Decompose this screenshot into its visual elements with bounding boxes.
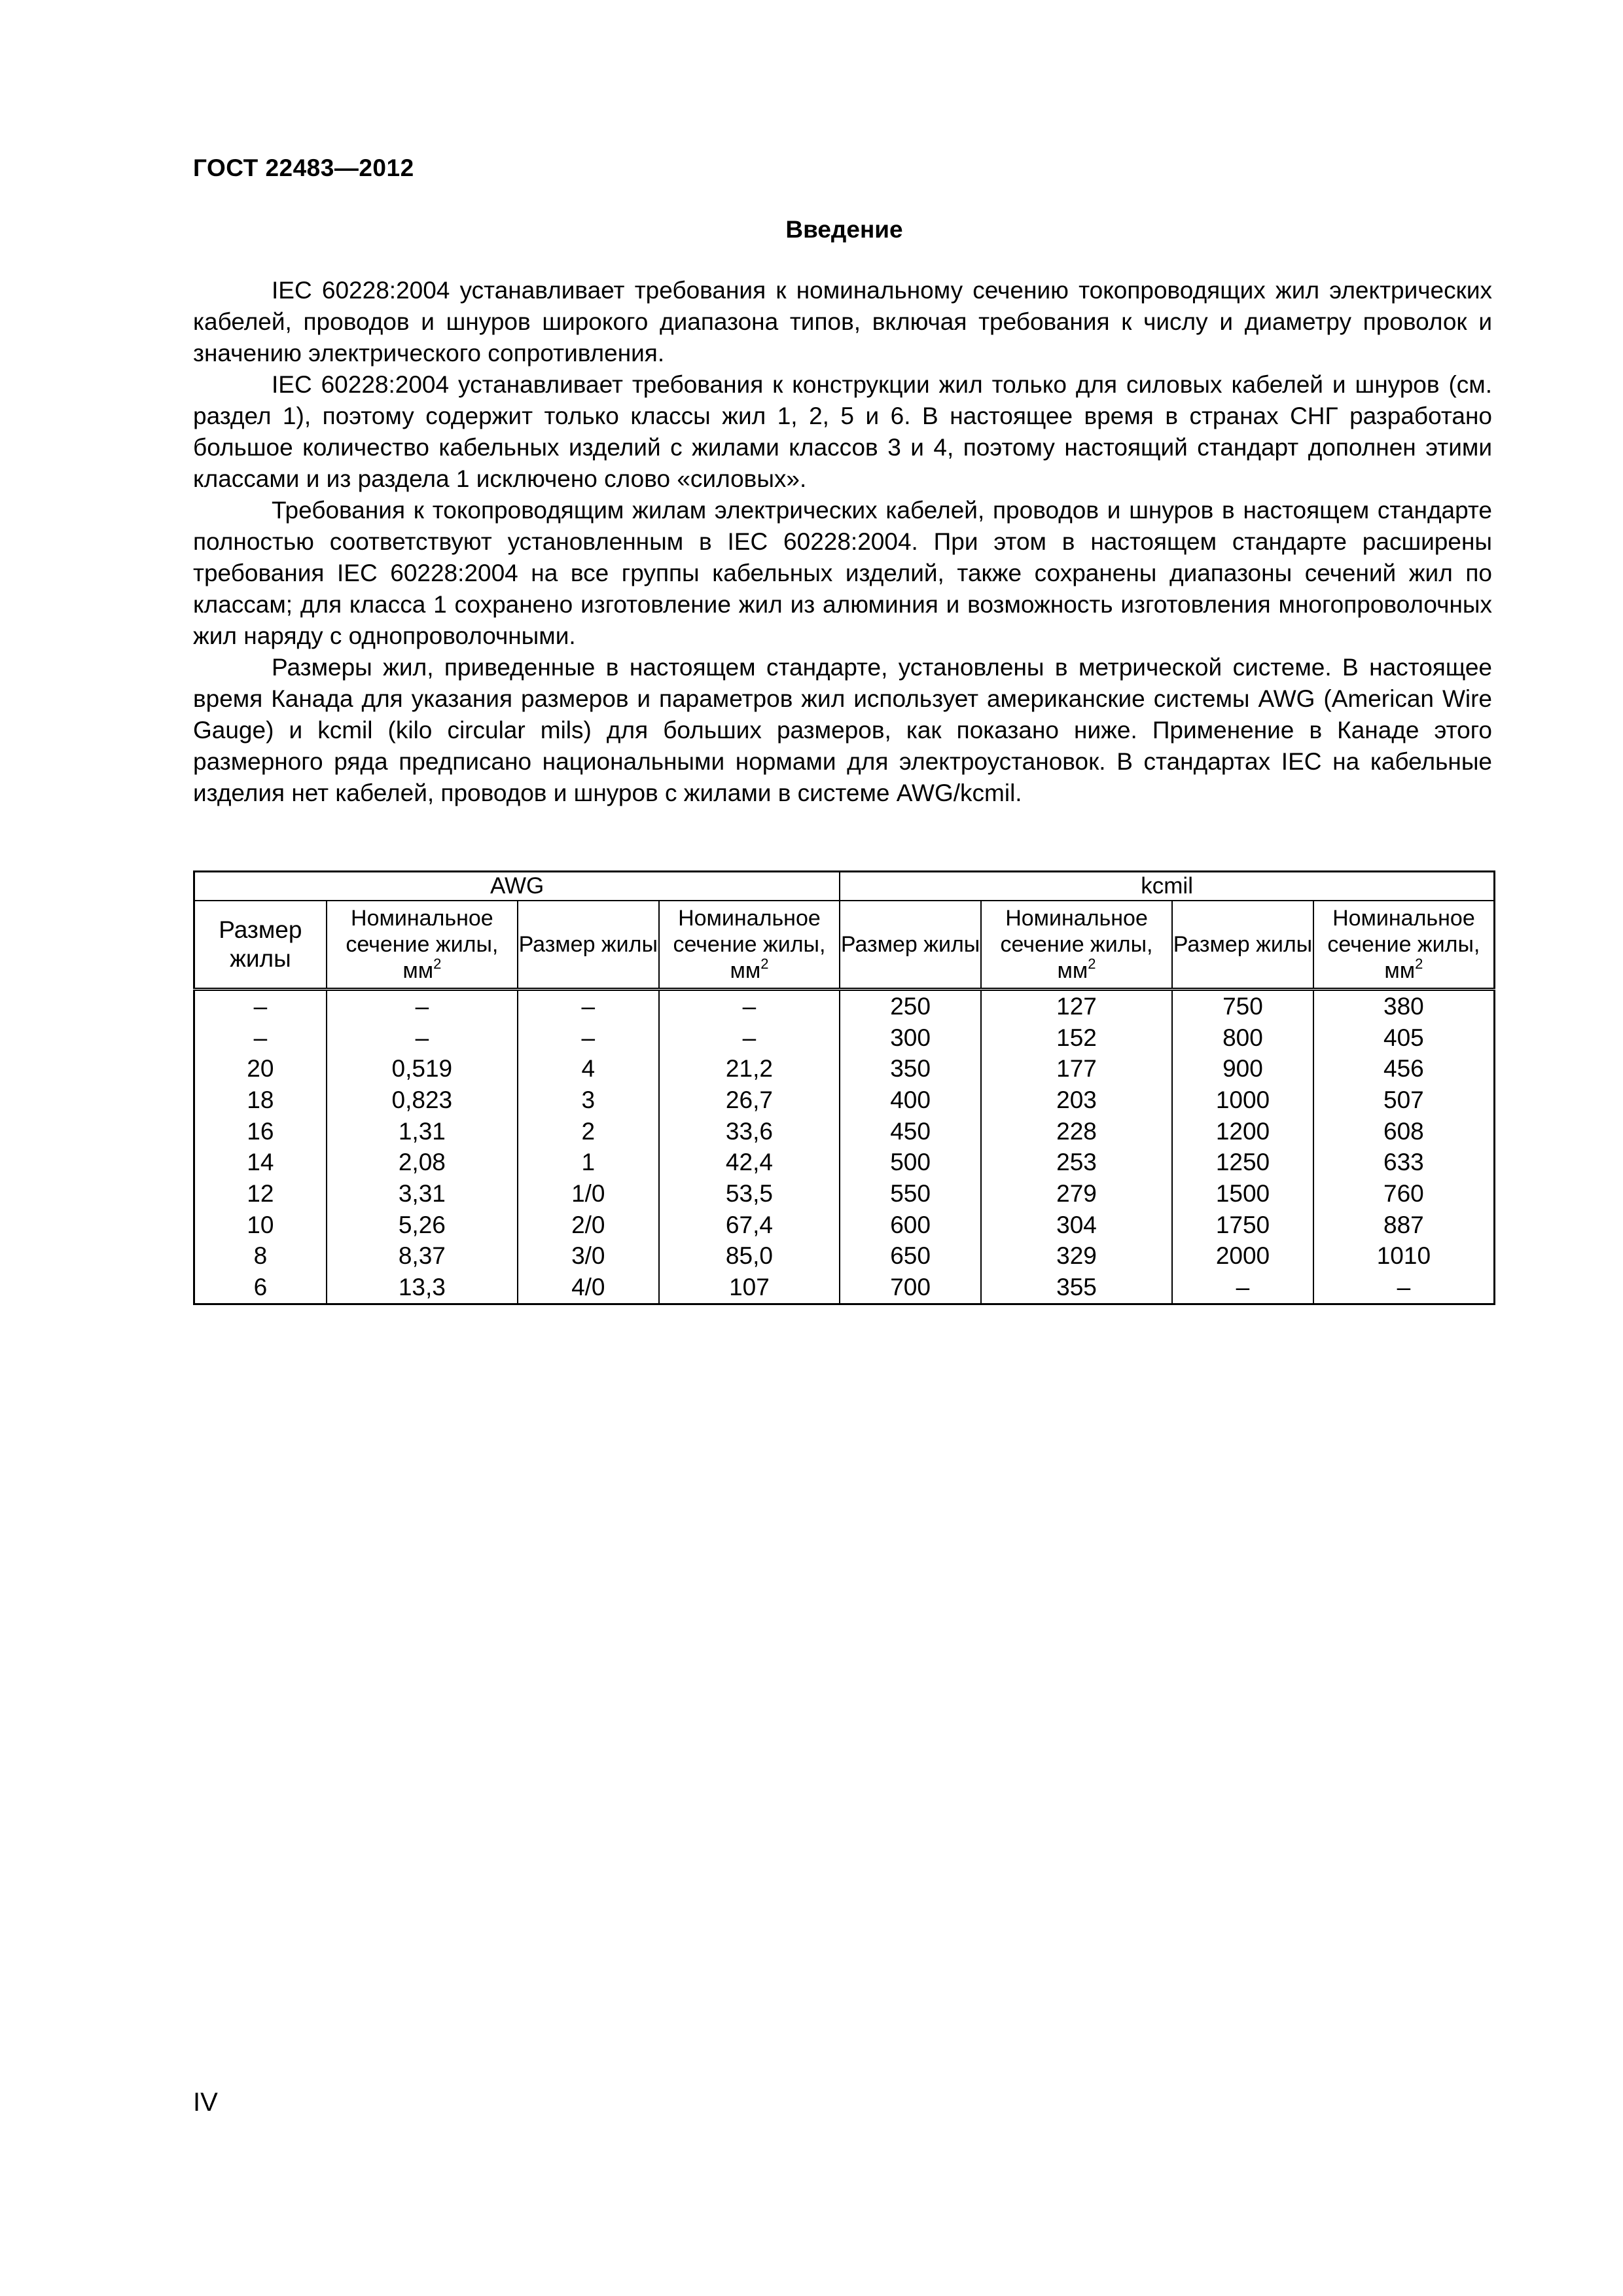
awg-group-header: AWG (194, 872, 840, 901)
superscript: 2 (1088, 956, 1096, 972)
table-cell: 3/0 (518, 1241, 659, 1272)
table-cell: 456 (1313, 1053, 1495, 1085)
table-cell: 304 (981, 1210, 1172, 1241)
table-cell: 1750 (1172, 1210, 1313, 1241)
table-cell: 250 (840, 990, 981, 1022)
table-cell: 21,2 (659, 1053, 840, 1085)
table-row (194, 990, 1495, 1022)
table-cell: 507 (1313, 1085, 1495, 1116)
table-cell: 8 (194, 1241, 327, 1272)
table-row (194, 1116, 1495, 1147)
table-cell: 33,6 (659, 1116, 840, 1147)
table-cell: 10 (194, 1210, 327, 1241)
table-cell: 405 (1313, 1022, 1495, 1054)
table-cell: 5,26 (327, 1210, 518, 1241)
table-cell: 760 (1313, 1178, 1495, 1210)
column-header-label: Размер жилы (1173, 932, 1313, 957)
table-cell: – (518, 1022, 659, 1054)
table-cell: – (194, 990, 327, 1022)
table-cell: 107 (659, 1272, 840, 1304)
table-cell: 887 (1313, 1210, 1495, 1241)
superscript: 2 (760, 956, 769, 972)
table-cell: 900 (1172, 1053, 1313, 1085)
table-cell: 16 (194, 1116, 327, 1147)
table-cell: 700 (840, 1272, 981, 1304)
table-cell: – (659, 1022, 840, 1054)
table-cell: 12 (194, 1178, 327, 1210)
column-header-size (194, 901, 327, 990)
table-cell: 42,4 (659, 1147, 840, 1178)
table-cell: 2,08 (327, 1147, 518, 1178)
table-cell: 1/0 (518, 1178, 659, 1210)
table-cell: 650 (840, 1241, 981, 1272)
table-cell: 127 (981, 990, 1172, 1022)
page-number: IV (193, 2088, 218, 2117)
table-cell: – (1172, 1272, 1313, 1304)
column-header-label: Размер жилы (219, 916, 302, 972)
column-header-size (1172, 901, 1313, 990)
column-header-size (840, 901, 981, 990)
awg-kcmil-table (193, 870, 1495, 1305)
table-cell: 20 (194, 1053, 327, 1085)
table-cell: 355 (981, 1272, 1172, 1304)
table-cell: 253 (981, 1147, 1172, 1178)
table-cell: – (1313, 1272, 1495, 1304)
table-cell: 450 (840, 1116, 981, 1147)
table-cell: 329 (981, 1241, 1172, 1272)
document-header: ГОСТ 22483—2012 (193, 154, 414, 181)
table-cell: 4 (518, 1053, 659, 1085)
table-cell: 750 (1172, 990, 1313, 1022)
table-cell: 1500 (1172, 1178, 1313, 1210)
table-cell: 4/0 (518, 1272, 659, 1304)
superscript: 2 (433, 956, 442, 972)
table-cell: 600 (840, 1210, 981, 1241)
table-cell: 67,4 (659, 1210, 840, 1241)
paragraph: IEC 60228:2004 устанавливает требования к конструкции жил только для силовых кабелей и шнуров (см. раздел 1), поэтому содержит только классы жил 1, 2, 5 и 6. В настоящее время в странах СНГ разработано большое количество кабельных изделий с жилами классов 3 и 4, поэтому настоящий стандарт дополнен этими классами и из раздела 1 исключено слово «силовых». (193, 371, 1492, 492)
table-cell: 152 (981, 1022, 1172, 1054)
table-cell: 300 (840, 1022, 981, 1054)
table-cell: 1000 (1172, 1085, 1313, 1116)
table-cell: 0,823 (327, 1085, 518, 1116)
table-cell: 177 (981, 1053, 1172, 1085)
introduction-text (193, 275, 1492, 809)
column-header-label: Номинальное сечение жилы, мм (1000, 906, 1153, 983)
kcmil-group-header: kcmil (840, 872, 1494, 901)
table-cell: 26,7 (659, 1085, 840, 1116)
table-cell: 1010 (1313, 1241, 1495, 1272)
paragraph: Размеры жил, приведенные в настоящем стандарте, установлены в метрической системе. В настоящее время Канада для указания размеров и параметров жил использует американские системы AWG (American Wire Gauge) и kcmil (kilo circular mils) для больших размеров, как показано ниже. Применение в Канаде этого размерного ряда предписано национальными нормами для электроустановок. В стандартах IEC на кабельные изделия нет кабелей, проводов и шнуров с жилами в системе AWG/kcmil. (193, 654, 1492, 806)
table-cell: 3 (518, 1085, 659, 1116)
table-cell: 13,3 (327, 1272, 518, 1304)
table-cell: – (518, 990, 659, 1022)
table-cell: 6 (194, 1272, 327, 1304)
table-cell: 8,37 (327, 1241, 518, 1272)
column-header-label: Размер жилы (518, 932, 658, 957)
column-header-label: Размер жилы (840, 932, 980, 957)
table-cell: 2/0 (518, 1210, 659, 1241)
table-cell: 3,31 (327, 1178, 518, 1210)
table-cell: – (194, 1022, 327, 1054)
table-cell: 18 (194, 1085, 327, 1116)
column-header-nominal (1313, 901, 1495, 990)
column-header-label: Номинальное сечение жилы, мм (673, 906, 826, 983)
table-row (194, 1241, 1495, 1272)
table-cell: 279 (981, 1178, 1172, 1210)
superscript: 2 (1415, 956, 1423, 972)
table-cell: 800 (1172, 1022, 1313, 1054)
table-cell: 2000 (1172, 1241, 1313, 1272)
table-cell: 203 (981, 1085, 1172, 1116)
table-row (194, 1178, 1495, 1210)
column-header-nominal (981, 901, 1172, 990)
table-body (194, 990, 1495, 1304)
table-cell: 1,31 (327, 1116, 518, 1147)
section-title: Введение (785, 216, 903, 243)
table-row (194, 1147, 1495, 1178)
paragraph: Требования к токопроводящим жилам электрических кабелей, проводов и шнуров в настоящем стандарте полностью соответствуют установленным в IEC 60228:2004. При этом в настоящем стандарте расширены требования IEC 60228:2004 на все группы кабельных изделий, также сохранены диапазоны сечений жил по классам; для класса 1 сохранено изготовление жил из алюминия и возможность изготовления многопроволочных жил наряду с однопроволочными. (193, 497, 1492, 649)
table-cell: 1250 (1172, 1147, 1313, 1178)
table-cell: 53,5 (659, 1178, 840, 1210)
table-cell: 608 (1313, 1116, 1495, 1147)
table-row (194, 1053, 1495, 1085)
table-cell: 400 (840, 1085, 981, 1116)
table-cell: 14 (194, 1147, 327, 1178)
table-cell: 633 (1313, 1147, 1495, 1178)
column-header-size (518, 901, 659, 990)
table-cell: 350 (840, 1053, 981, 1085)
paragraph: IEC 60228:2004 устанавливает требования к номинальному сечению токопроводящих жил электрических кабелей, проводов и шнуров широкого диапазона типов, включая требования к числу и диаметру проволок и значению электрического сопротивления. (193, 277, 1492, 367)
column-header-nominal (327, 901, 518, 990)
table-cell: 550 (840, 1178, 981, 1210)
table-row (194, 1272, 1495, 1304)
table-cell: – (659, 990, 840, 1022)
table-row (194, 1022, 1495, 1054)
table-cell: 228 (981, 1116, 1172, 1147)
table-cell: 1200 (1172, 1116, 1313, 1147)
column-header-nominal (659, 901, 840, 990)
table-row (194, 1085, 1495, 1116)
table-cell: 380 (1313, 990, 1495, 1022)
table-cell: – (327, 1022, 518, 1054)
table-cell: 500 (840, 1147, 981, 1178)
column-header-label: Номинальное сечение жилы, мм (346, 906, 499, 983)
table-row (194, 1210, 1495, 1241)
table-cell: 1 (518, 1147, 659, 1178)
table-cell: 0,519 (327, 1053, 518, 1085)
column-header-label: Номинальное сечение жилы, мм (1327, 906, 1480, 983)
table-cell: 85,0 (659, 1241, 840, 1272)
table-cell: – (327, 990, 518, 1022)
table-cell: 2 (518, 1116, 659, 1147)
